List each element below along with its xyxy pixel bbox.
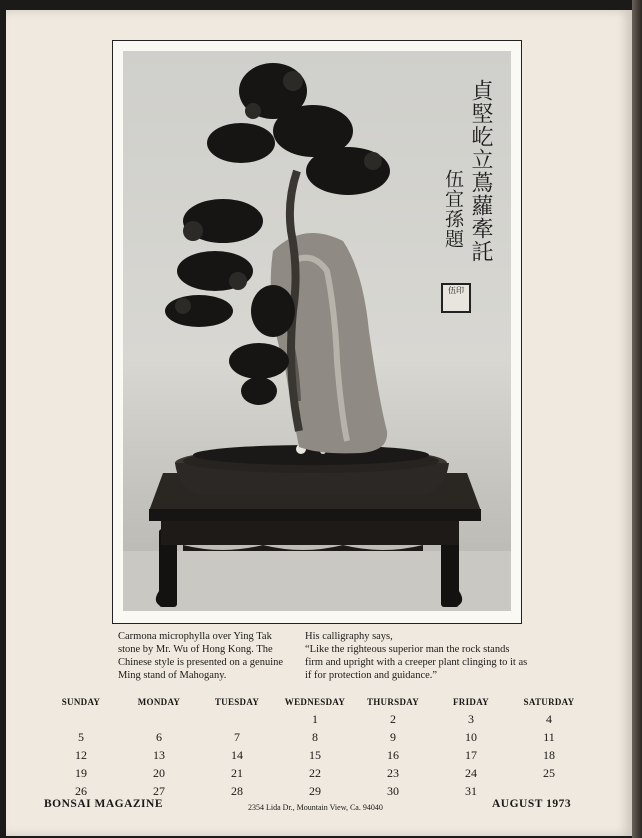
calendar-day-cell: 2 bbox=[390, 712, 396, 726]
calendar-day-cell: 16 bbox=[387, 748, 399, 762]
artist-seal: 伍印 bbox=[441, 283, 471, 313]
calendar-day-cell: 14 bbox=[231, 748, 243, 762]
calendar-day-cell: 19 bbox=[75, 766, 87, 780]
calendar-day-cell: 22 bbox=[309, 766, 321, 780]
magazine-address: 2354 Lida Dr., Mountain View, Ca. 94040 bbox=[248, 803, 383, 812]
calendar-day-cell: 27 bbox=[153, 784, 165, 798]
day-header: SATURDAY bbox=[523, 697, 575, 707]
calendar-day-cell: 21 bbox=[231, 766, 243, 780]
calendar-month: AUGUST 1973 bbox=[492, 798, 572, 810]
calendar-day-cell: 31 bbox=[465, 784, 477, 798]
photo-frame bbox=[112, 40, 522, 624]
calligraphy-caption-quote: “Like the righteous superior man the rock stands firm and upright with a creeper plant clinging to it as if for protection and guidance.” bbox=[305, 644, 528, 681]
calendar-day-cell: 9 bbox=[390, 730, 396, 744]
calendar-week-row bbox=[42, 765, 588, 781]
calendar-header-row bbox=[42, 697, 588, 707]
calendar-day-cell: 6 bbox=[156, 730, 162, 744]
calligraphy-column-2: 伍宜孫題 bbox=[442, 169, 463, 249]
calendar-day-cell: 7 bbox=[234, 730, 240, 744]
calendar-weeks bbox=[42, 711, 588, 799]
calendar-day-cell bbox=[42, 711, 120, 727]
bonsai-illustration bbox=[123, 51, 511, 611]
calligraphy-column-1: 貞堅屹立蔦蘿牽託 bbox=[469, 79, 494, 263]
calendar-day-cell: 23 bbox=[387, 766, 399, 780]
calendar-week-row bbox=[42, 711, 588, 727]
calendar-week-row bbox=[42, 729, 588, 745]
calendar-day-cell: 17 bbox=[465, 748, 477, 762]
day-header: THURSDAY bbox=[366, 697, 420, 707]
calendar-day-cell bbox=[510, 783, 588, 799]
photo-caption: Carmona microphylla over Ying Tak stone by Mr. Wu of Hong Kong. The Chinese style is presented on a genuine Ming stand of Mahogany. bbox=[118, 631, 284, 681]
calendar-day-cell: 26 bbox=[75, 784, 87, 798]
calendar-day-cell bbox=[120, 711, 198, 727]
calendar-day-cell: 30 bbox=[387, 784, 399, 798]
calendar-day-cell: 5 bbox=[78, 730, 84, 744]
day-header: SUNDAY bbox=[61, 697, 101, 707]
calendar-day-cell: 1 bbox=[312, 712, 318, 726]
calendar-day-cell bbox=[198, 711, 276, 727]
calendar-day-cell: 13 bbox=[153, 748, 165, 762]
calendar-day-cell: 3 bbox=[468, 712, 474, 726]
calendar-day-cell: 24 bbox=[465, 766, 477, 780]
calendar-day-cell: 15 bbox=[309, 748, 321, 762]
calendar-day-cell: 10 bbox=[465, 730, 477, 744]
calendar-grid bbox=[42, 697, 588, 799]
day-header: FRIDAY bbox=[453, 697, 489, 707]
calendar-day-cell: 28 bbox=[231, 784, 243, 798]
calligraphy-caption bbox=[305, 630, 530, 682]
day-header: MONDAY bbox=[137, 697, 181, 707]
calendar-week-row bbox=[42, 747, 588, 763]
calendar-week-row bbox=[42, 783, 588, 799]
calendar-day-cell: 4 bbox=[546, 712, 552, 726]
day-header: WEDNESDAY bbox=[284, 697, 346, 707]
day-header: TUESDAY bbox=[214, 697, 260, 707]
binding-edge bbox=[632, 0, 642, 838]
calendar-day-cell: 18 bbox=[543, 748, 555, 762]
calendar-day-cell: 12 bbox=[75, 748, 87, 762]
calendar-day-cell: 20 bbox=[153, 766, 165, 780]
calendar-day-cell: 8 bbox=[312, 730, 318, 744]
bonsai-photo bbox=[123, 51, 511, 611]
calendar-day-cell: 11 bbox=[543, 730, 555, 744]
calendar-day-cell: 25 bbox=[543, 766, 555, 780]
calendar-day-cell: 29 bbox=[309, 784, 321, 798]
magazine-name: BONSAI MAGAZINE bbox=[44, 798, 164, 810]
calligraphy-caption-intro: His calligraphy says, bbox=[305, 631, 393, 642]
